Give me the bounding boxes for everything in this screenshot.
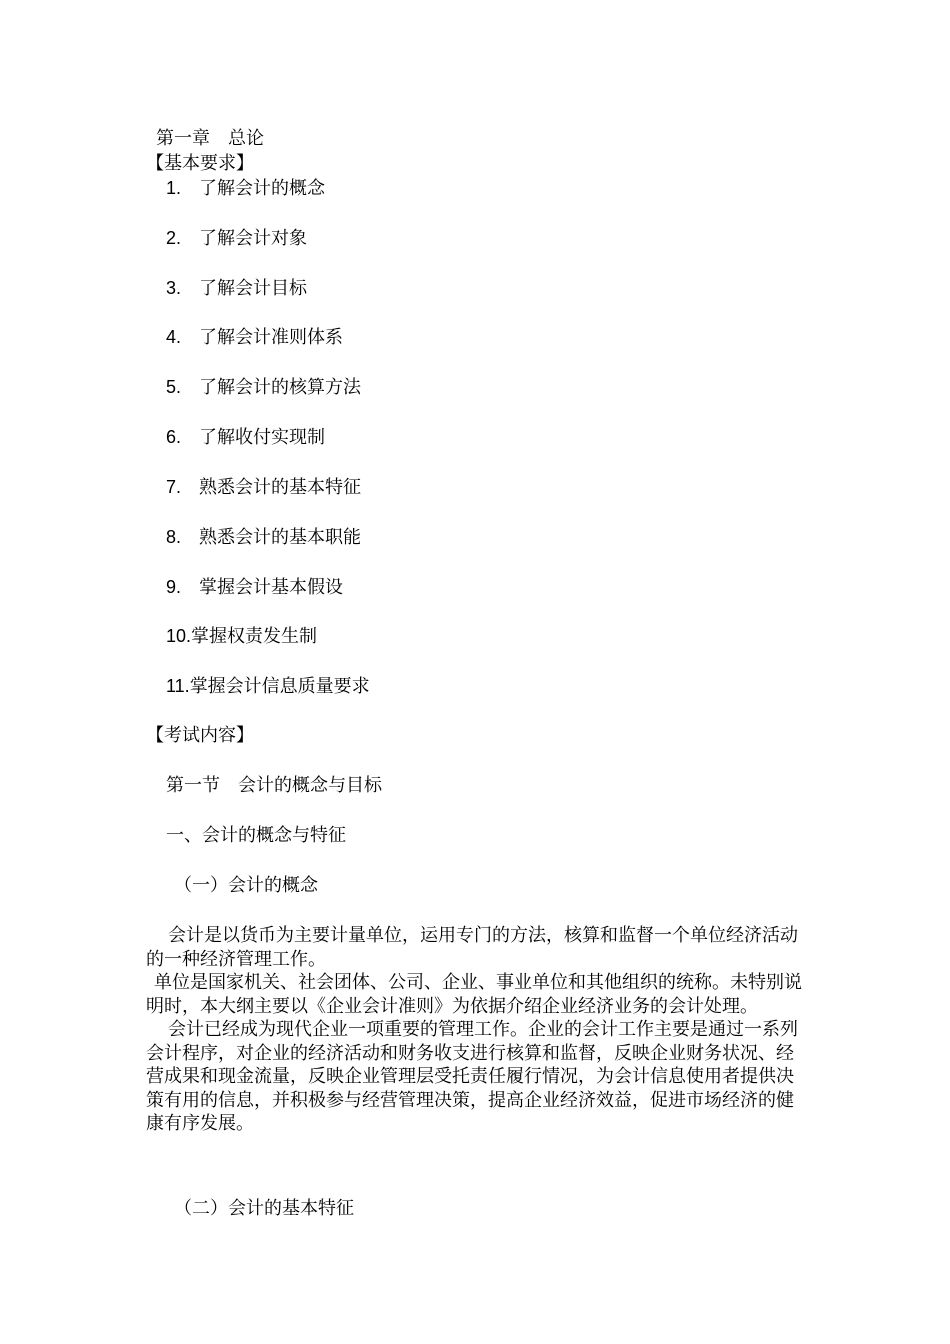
requirement-number: 8. bbox=[166, 527, 182, 547]
requirement-item bbox=[166, 326, 343, 349]
requirement-number: 5. bbox=[166, 377, 182, 397]
paragraph: 会计已经成为现代企业一项重要的管理工作。企业的会计工作主要是通过一系列会计程序，对企业的经济活动和财务收支进行核算和监督，反映企业财务状况、经营成果和现金流量，反映企业管理层受托责任履行情况，为会计信息使用者提供决策有用的信息，并积极参与经营管理决策，提高企业经济效益，促进市场经济的健康有序发展。 bbox=[146, 1019, 798, 1134]
requirement-text: 了解会计的核算方法 bbox=[199, 377, 361, 398]
body-text bbox=[146, 924, 810, 1136]
requirement-item bbox=[166, 376, 361, 399]
item-title: （一）会计的概念 bbox=[174, 875, 318, 896]
requirement-number: 2. bbox=[166, 228, 182, 248]
requirement-text: 掌握权责发生制 bbox=[191, 626, 318, 647]
requirement-number: 7. bbox=[166, 477, 182, 497]
requirements-heading: 【基本要求】 bbox=[146, 153, 254, 174]
requirement-item bbox=[166, 526, 361, 549]
requirement-item bbox=[166, 277, 307, 300]
requirement-text: 熟悉会计的基本特征 bbox=[199, 477, 361, 498]
requirement-text: 了解会计对象 bbox=[199, 228, 307, 249]
requirement-number: 4. bbox=[166, 327, 182, 347]
requirement-item bbox=[166, 426, 325, 449]
requirement-number: 6. bbox=[166, 427, 182, 447]
requirement-number: 1. bbox=[166, 178, 182, 198]
requirement-item bbox=[166, 177, 325, 200]
requirement-text: 掌握会计信息质量要求 bbox=[189, 676, 370, 697]
requirement-item bbox=[166, 625, 317, 648]
requirement-text: 掌握会计基本假设 bbox=[199, 577, 343, 598]
requirement-item bbox=[166, 476, 361, 499]
requirement-item bbox=[166, 576, 343, 599]
exam-heading: 【考试内容】 bbox=[146, 725, 254, 746]
paragraph: 会计是以货币为主要计量单位，运用专门的方法，核算和监督一个单位经济活动的一种经济管理工作。 bbox=[146, 925, 798, 970]
requirement-text: 了解会计目标 bbox=[199, 278, 307, 299]
requirement-number: 3. bbox=[166, 278, 182, 298]
paragraph: 单位是国家机关、社会团体、公司、企业、事业单位和其他组织的统称。未特别说明时，本大纲主要以《企业会计准则》为依据介绍企业经济业务的会计处理。 bbox=[146, 972, 802, 1017]
requirement-text: 熟悉会计的基本职能 bbox=[199, 527, 361, 548]
subsection-title: 一、会计的概念与特征 bbox=[166, 825, 346, 846]
requirement-item bbox=[166, 227, 307, 250]
chapter-title: 第一章 总论 bbox=[156, 128, 264, 149]
requirement-number: 9. bbox=[166, 577, 182, 597]
requirement-number: 11. bbox=[166, 676, 190, 696]
requirement-text: 了解会计准则体系 bbox=[199, 327, 343, 348]
section-title: 第一节 会计的概念与目标 bbox=[166, 775, 382, 796]
item-title: （二）会计的基本特征 bbox=[174, 1198, 354, 1219]
requirement-text: 了解会计的概念 bbox=[199, 178, 325, 199]
requirement-item bbox=[166, 675, 370, 698]
requirement-text: 了解收付实现制 bbox=[199, 427, 325, 448]
requirement-number: 10. bbox=[166, 626, 192, 646]
